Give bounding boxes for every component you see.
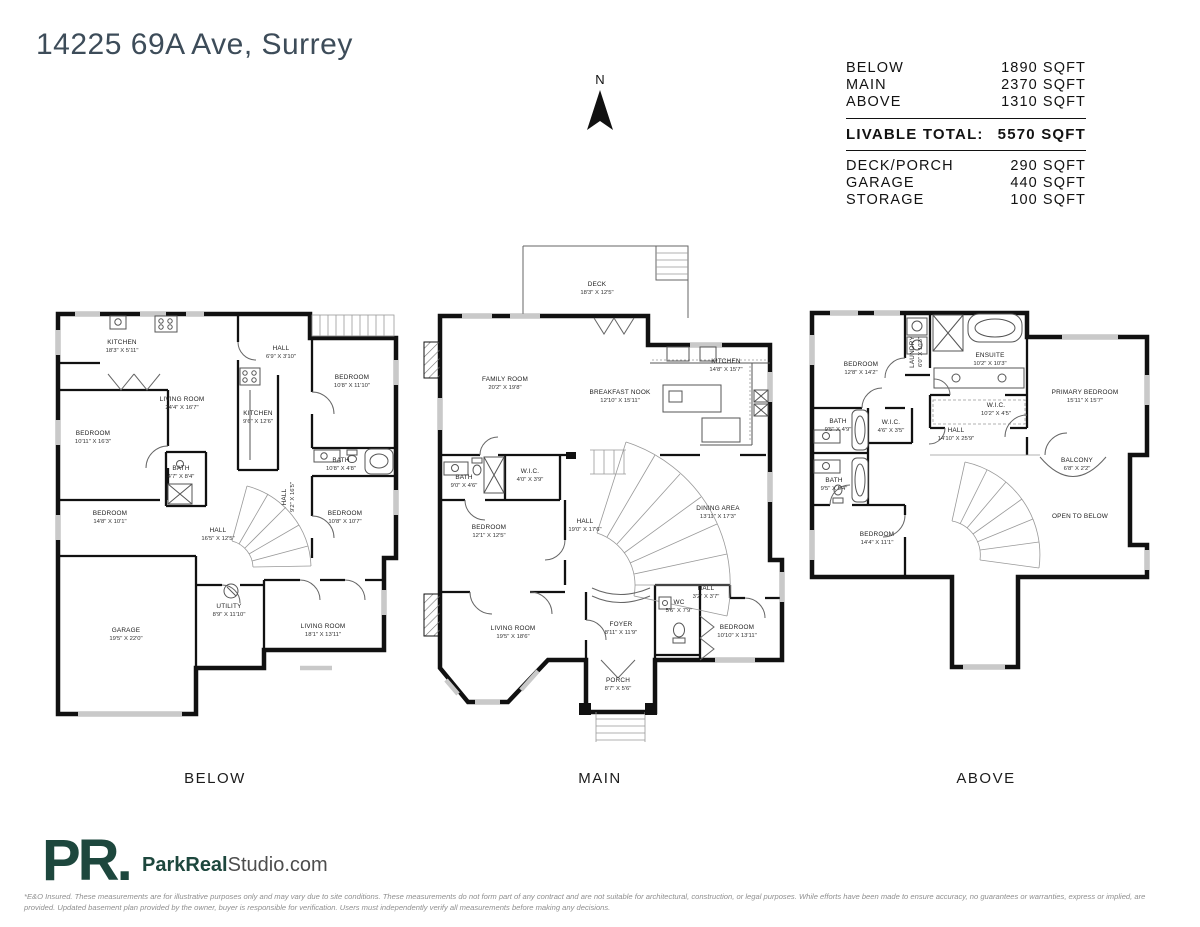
logo-monogram: PR.	[42, 828, 130, 893]
room-name: BATH	[172, 465, 190, 472]
room-dims: 8'11" X 11'9"	[604, 630, 638, 636]
room-name: BEDROOM	[859, 531, 895, 538]
floorplan-below	[58, 314, 396, 714]
room-dims: 18'3" X 12'5"	[580, 290, 614, 296]
area-row-label: STORAGE	[846, 192, 925, 208]
room-name: W.I.C.	[881, 419, 901, 426]
room-dims: 6'0" X 10'3"	[918, 336, 924, 368]
below-doors	[105, 342, 365, 603]
room-dims: 10'8" X 4'8"	[325, 466, 357, 472]
room-name: W.I.C.	[986, 402, 1006, 409]
room-dims: 10'2" X 10'3"	[973, 361, 1007, 367]
room-name: FOYER	[609, 621, 633, 628]
room-name: BALCONY	[1061, 457, 1093, 464]
room-name: BATH	[455, 474, 473, 481]
room-dims: 4'7" X 8'4"	[167, 474, 195, 480]
room-dims: 24'4" X 16'7"	[165, 405, 199, 411]
room-dims: 14'8" X 10'1"	[93, 519, 127, 525]
room-dims: 10'2" X 4'5"	[980, 411, 1012, 417]
area-total-value: 5570 SQFT	[997, 126, 1086, 143]
below-curved-stair	[232, 486, 311, 567]
room-name: BATH	[332, 457, 350, 464]
room-name: HALL	[209, 527, 227, 534]
room-name: HALL	[697, 585, 715, 592]
area-row-label: DECK/PORCH	[846, 158, 954, 174]
room-dims: 14'8" X 15'7"	[709, 367, 743, 373]
main-kitchen-fixtures	[650, 347, 770, 445]
room-dims: 19'5" X 18'6"	[496, 634, 530, 640]
room-name: UTILITY	[216, 603, 242, 610]
room-dims: 8'7" X 5'6"	[604, 686, 632, 692]
room-dims: 19'5" X 22'0"	[109, 636, 143, 642]
room-dims: 12'10" X 15'11"	[600, 398, 640, 404]
room-name: BEDROOM	[327, 510, 363, 517]
room-dims: 20'2" X 19'8"	[488, 385, 522, 391]
room-dims: 6'9" X 3'10"	[265, 354, 297, 360]
area-row-value: 1310 SQFT	[1001, 94, 1086, 110]
floorplan-main	[424, 246, 782, 742]
room-name: FAMILY ROOM	[482, 376, 528, 383]
room-dims: 8'9" X 11'10"	[212, 612, 246, 618]
room-name: BEDROOM	[334, 374, 370, 381]
room-dims: 5'6" X 7'9"	[665, 608, 693, 614]
floor-label-above: ABOVE	[956, 770, 1016, 787]
main-doors	[465, 437, 765, 678]
disclaimer-text: *E&O Insured. These measurements are for illustrative purposes only and may vary due to site conditions. These measurements do not form part of any contract and are not suitable for architectural, construction, or legal purposes. While efforts have been made to ensure accuracy, no guarantees or warranties, express or implied, are provided. Updated basement plan provided by the owner, buyer is responsible for verification. Users must independently verify all measurements before making any decisions.	[24, 892, 1146, 912]
room-dims: 9'2" X 16'5"	[290, 481, 296, 513]
compass-label: N	[595, 72, 605, 87]
room-name: WC	[673, 599, 685, 606]
room-name: HALL	[947, 427, 965, 434]
room-name: BEDROOM	[843, 361, 879, 368]
room-name: LIVING ROOM	[300, 623, 346, 630]
floor-label-below: BELOW	[184, 770, 246, 787]
room-name: PORCH	[605, 677, 631, 684]
logo-text-rest: Studio.com	[227, 854, 328, 876]
room-dims: 9'5" X 4'9"	[824, 427, 852, 433]
logo-text-bold: ParkReal	[142, 854, 228, 876]
room-dims: 19'0" X 17'6"	[568, 527, 602, 533]
room-dims: 18'1" X 13'11"	[304, 632, 342, 638]
area-row-value: 290 SQFT	[1010, 158, 1086, 174]
below-exterior-stairs	[312, 315, 394, 336]
main-bath-fixtures	[444, 457, 685, 643]
room-dims: 4'0" X 3'9"	[516, 477, 544, 483]
floorplan-above	[812, 313, 1147, 667]
room-name: LAUNDRY	[909, 336, 916, 368]
room-name: KITCHEN	[711, 358, 741, 365]
room-dims: 9'6" X 12'6"	[242, 419, 274, 425]
room-dims: 15'11" X 15'7"	[1066, 398, 1104, 404]
room-name: GARAGE	[111, 627, 141, 634]
area-total-label: LIVABLE TOTAL:	[846, 126, 984, 143]
room-dims: 10'8" X 11'10"	[333, 383, 371, 389]
area-row-label: ABOVE	[846, 94, 902, 110]
room-name: BEDROOM	[75, 430, 111, 437]
room-name: LIVING ROOM	[159, 396, 205, 403]
room-dims: 12'1" X 12'5"	[472, 533, 506, 539]
logo	[42, 828, 328, 893]
room-name: DECK	[587, 281, 607, 288]
main-porch-steps	[579, 703, 657, 742]
room-dims: 14'10" X 25'9"	[937, 436, 975, 442]
logo-text	[142, 854, 328, 876]
room-name: HALL	[272, 345, 290, 352]
main-chimney	[424, 342, 440, 378]
room-dims: 14'4" X 11'1"	[860, 540, 894, 546]
room-dims: 9'0" X 4'6"	[450, 483, 478, 489]
room-name: BEDROOM	[92, 510, 128, 517]
area-row-value: 100 SQFT	[1010, 192, 1086, 208]
main-wall-stub	[566, 452, 576, 459]
room-name: W.I.C.	[520, 468, 540, 475]
main-french-doors	[594, 318, 634, 334]
room-name: ENSUITE	[975, 352, 1005, 359]
room-dims: 13'11" X 17'3"	[699, 514, 737, 520]
floor-label-main: MAIN	[578, 770, 622, 787]
room-dims: 6'8" X 2'2"	[1063, 466, 1091, 472]
page-title: 14225 69A Ave, Surrey	[36, 28, 353, 61]
room-dims: 16'5" X 12'5"	[201, 536, 235, 542]
room-name: PRIMARY BEDROOM	[1051, 389, 1119, 396]
room-name: BREAKFAST NOOK	[589, 389, 651, 396]
above-curved-stair	[930, 455, 1040, 568]
room-name: KITCHEN	[107, 339, 137, 346]
area-row-value: 440 SQFT	[1010, 175, 1086, 191]
room-dims: 12'8" X 14'2"	[844, 370, 878, 376]
room-name: OPEN TO BELOW	[1052, 513, 1108, 520]
area-row-value: 1890 SQFT	[1001, 60, 1086, 76]
room-name: KITCHEN	[243, 410, 273, 417]
area-row-label: MAIN	[846, 77, 887, 93]
room-name: BEDROOM	[471, 524, 507, 531]
room-dims: 10'11" X 16'3"	[74, 439, 112, 445]
room-name: BATH	[825, 477, 843, 484]
area-row-label: GARAGE	[846, 175, 915, 191]
room-dims: 18'3" X 5'11"	[105, 348, 139, 354]
room-dims: 3'2" X 3'7"	[692, 594, 720, 600]
room-dims: 10'10" X 13'11"	[717, 633, 757, 639]
room-name: LIVING ROOM	[490, 625, 536, 632]
area-row-label: BELOW	[846, 60, 904, 76]
room-dims: 9'5" X 5'4"	[820, 486, 848, 492]
room-name: BATH	[829, 418, 847, 425]
room-name: HALL	[281, 488, 288, 506]
north-arrow-icon	[587, 72, 613, 130]
area-row-value: 2370 SQFT	[1001, 77, 1086, 93]
room-dims: 10'8" X 10'7"	[328, 519, 362, 525]
room-dims: 4'6" X 3'5"	[877, 428, 905, 434]
room-name: BEDROOM	[719, 624, 755, 631]
main-entry-arch	[592, 588, 650, 603]
room-name: HALL	[576, 518, 594, 525]
room-name: DINING AREA	[696, 505, 740, 512]
main-chimney	[424, 594, 440, 636]
